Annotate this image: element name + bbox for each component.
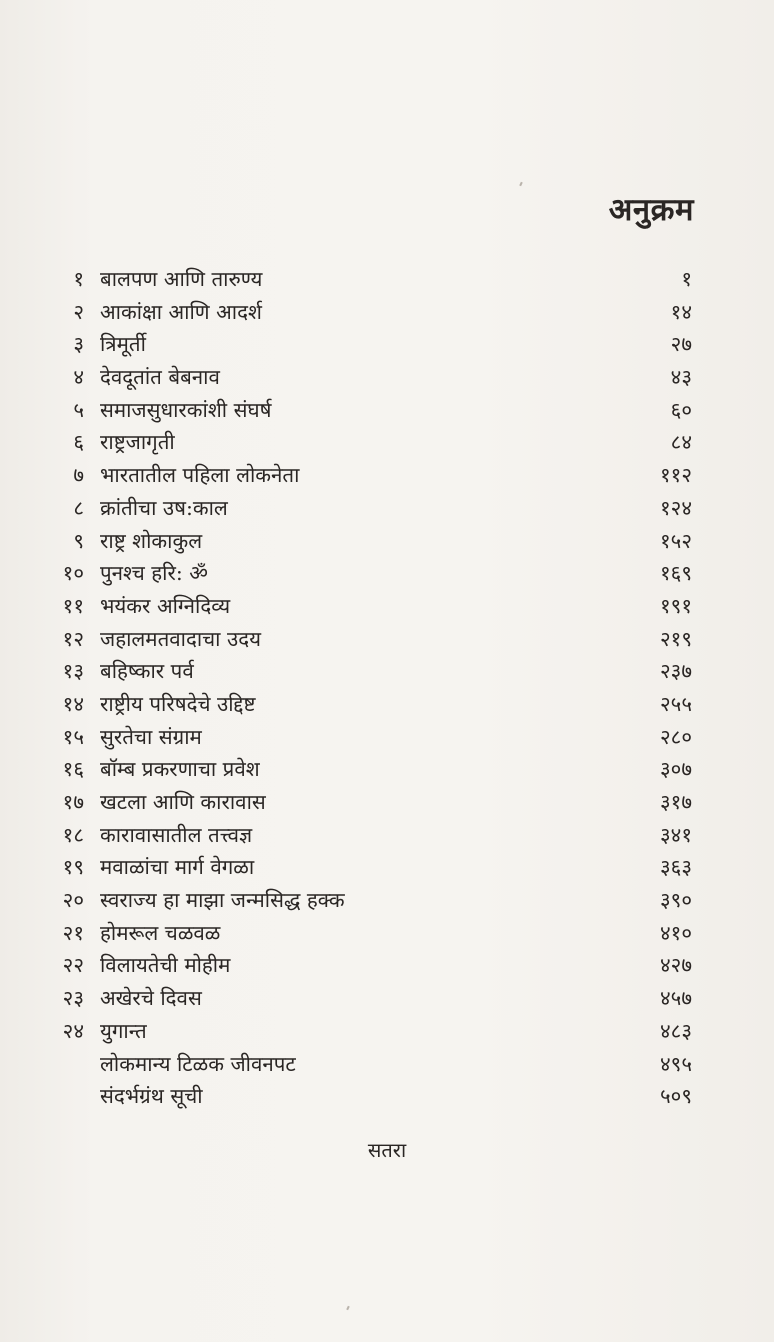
toc-chapter-number: ८ [73,495,84,520]
toc-chapter-title: खटला आणि कारावास [100,790,266,814]
toc-chapter-title: त्रिमूर्ती [100,332,146,357]
toc-page-number: १ [681,267,692,291]
toc-chapter-title: बालपण आणि तारुण्य [100,267,263,291]
toc-chapter-number: २२ [62,953,84,978]
toc-page-number: २७ [670,332,692,357]
toc-entry [0,590,774,623]
toc-chapter-title: राष्ट्रजागृती [100,430,175,455]
toc-page-number: २३७ [660,659,692,684]
toc-chapter-number: १० [62,561,84,586]
toc-chapter-title: समाजसुधारकांशी संघर्ष [100,397,272,422]
toc-chapter-number: १५ [62,724,84,749]
toc-entry [0,884,774,917]
toc-entry [0,819,774,852]
page-number-footer: सतरा [367,1138,407,1162]
toc-chapter-number: १६ [62,757,84,782]
toc-entry [0,296,774,329]
toc-chapter-title: पुनश्च हरि: ॐ [100,561,208,586]
toc-entry [0,263,774,296]
toc-entry [0,623,774,656]
toc-entry [0,851,774,884]
toc-chapter-number: १८ [62,822,84,847]
toc-entry [0,426,774,459]
toc-page-number: ११२ [660,463,692,488]
toc-chapter-title: देवदूतांत बेबनाव [100,365,220,390]
toc-page-number: १४ [670,299,692,324]
toc-chapter-title: बहिष्कार पर्व [100,659,194,684]
toc-entry [0,361,774,394]
paper-speck [519,182,523,186]
paper-speck [346,1306,350,1310]
toc-chapter-title: जहालमतवादाचा उदय [100,626,262,651]
toc-entry [0,1048,774,1081]
toc-page-number: ४१० [660,920,692,945]
toc-page-number: ५०९ [660,1084,692,1109]
toc-chapter-title: मवाळांचा मार्ग वेगळा [100,855,255,880]
toc-chapter-number: २१ [62,920,84,945]
page-title: अनुक्रम [608,192,694,228]
toc-entry [0,917,774,950]
table-of-contents [0,263,774,1113]
toc-page-number: ८४ [670,430,692,455]
toc-page-number: १६९ [660,561,692,586]
toc-chapter-number: ३ [73,332,84,357]
toc-page-number: ४८३ [660,1018,692,1043]
toc-entry [0,459,774,492]
toc-chapter-title: अखेरचे दिवस [100,986,202,1011]
toc-chapter-number: ५ [73,397,84,422]
toc-chapter-number: १२ [62,626,84,651]
toc-chapter-number: १९ [62,855,84,880]
toc-chapter-number: २० [62,888,84,913]
toc-page-number: ४३ [670,365,692,390]
toc-chapter-title: राष्ट्रीय परिषदेचे उद्दिष्ट [100,691,256,716]
toc-chapter-title: भारतातील पहिला लोकनेता [100,463,300,488]
toc-entry [0,1015,774,1048]
toc-entry [0,328,774,361]
toc-page-number: ३१७ [660,790,692,814]
toc-chapter-title: कारावासातील तत्त्वज्ञ [100,822,253,847]
toc-page-number: २१९ [660,626,692,651]
toc-entry [0,786,774,819]
toc-page-number: ३४१ [660,822,692,847]
toc-chapter-number: ६ [73,430,84,455]
toc-entry [0,753,774,786]
toc-page-number: ४५७ [660,986,692,1011]
toc-page-number: १५२ [660,528,692,553]
toc-chapter-number: ९ [73,528,84,553]
toc-page-number: ४९५ [660,1051,692,1076]
toc-entry [0,1080,774,1113]
toc-chapter-title: भयंकर अग्निदिव्य [100,593,231,618]
toc-chapter-title: होमरूल चळवळ [100,920,221,945]
toc-chapter-number: १३ [62,659,84,684]
toc-chapter-title: सुरतेचा संग्राम [100,724,202,749]
toc-chapter-title: युगान्त [100,1018,147,1043]
toc-chapter-number: २३ [62,986,84,1011]
toc-page-number: ३९० [660,888,692,913]
toc-chapter-number: ४ [73,365,84,390]
toc-page-number: १९१ [660,593,692,618]
toc-chapter-title: बॉम्ब प्रकरणाचा प्रवेश [100,757,260,782]
toc-chapter-number: १ [73,267,84,291]
toc-chapter-title: लोकमान्य टिळक जीवनपट [100,1051,296,1076]
toc-entry [0,394,774,427]
toc-entry [0,655,774,688]
toc-entry [0,982,774,1015]
toc-entry [0,688,774,721]
toc-entry [0,721,774,754]
toc-chapter-title: संदर्भग्रंथ सूची [100,1084,203,1109]
toc-chapter-title: क्रांतीचा उष:काल [100,495,228,520]
toc-chapter-title: राष्ट्र शोकाकुल [100,528,203,553]
toc-page-number: ३०७ [660,757,692,782]
toc-entry [0,492,774,525]
toc-entry [0,949,774,982]
toc-page-number: २८० [660,724,692,749]
toc-chapter-title: आकांक्षा आणि आदर्श [100,299,262,324]
toc-chapter-number: १४ [62,691,84,716]
toc-entry [0,557,774,590]
toc-chapter-number: २४ [62,1018,84,1043]
toc-page-number: १२४ [660,495,692,520]
toc-page-number: ६० [670,397,692,422]
toc-entry [0,525,774,558]
toc-chapter-number: ११ [62,593,84,618]
toc-chapter-number: २ [73,299,84,324]
toc-page-number: ३६३ [660,855,692,880]
toc-chapter-title: स्वराज्य हा माझा जन्मसिद्ध हक्क [100,888,345,913]
toc-chapter-title: विलायतेची मोहीम [100,953,231,978]
toc-chapter-number: १७ [62,790,84,814]
toc-page-number: २५५ [660,691,692,716]
toc-chapter-number: ७ [73,463,84,488]
toc-page-number: ४२७ [660,953,692,978]
